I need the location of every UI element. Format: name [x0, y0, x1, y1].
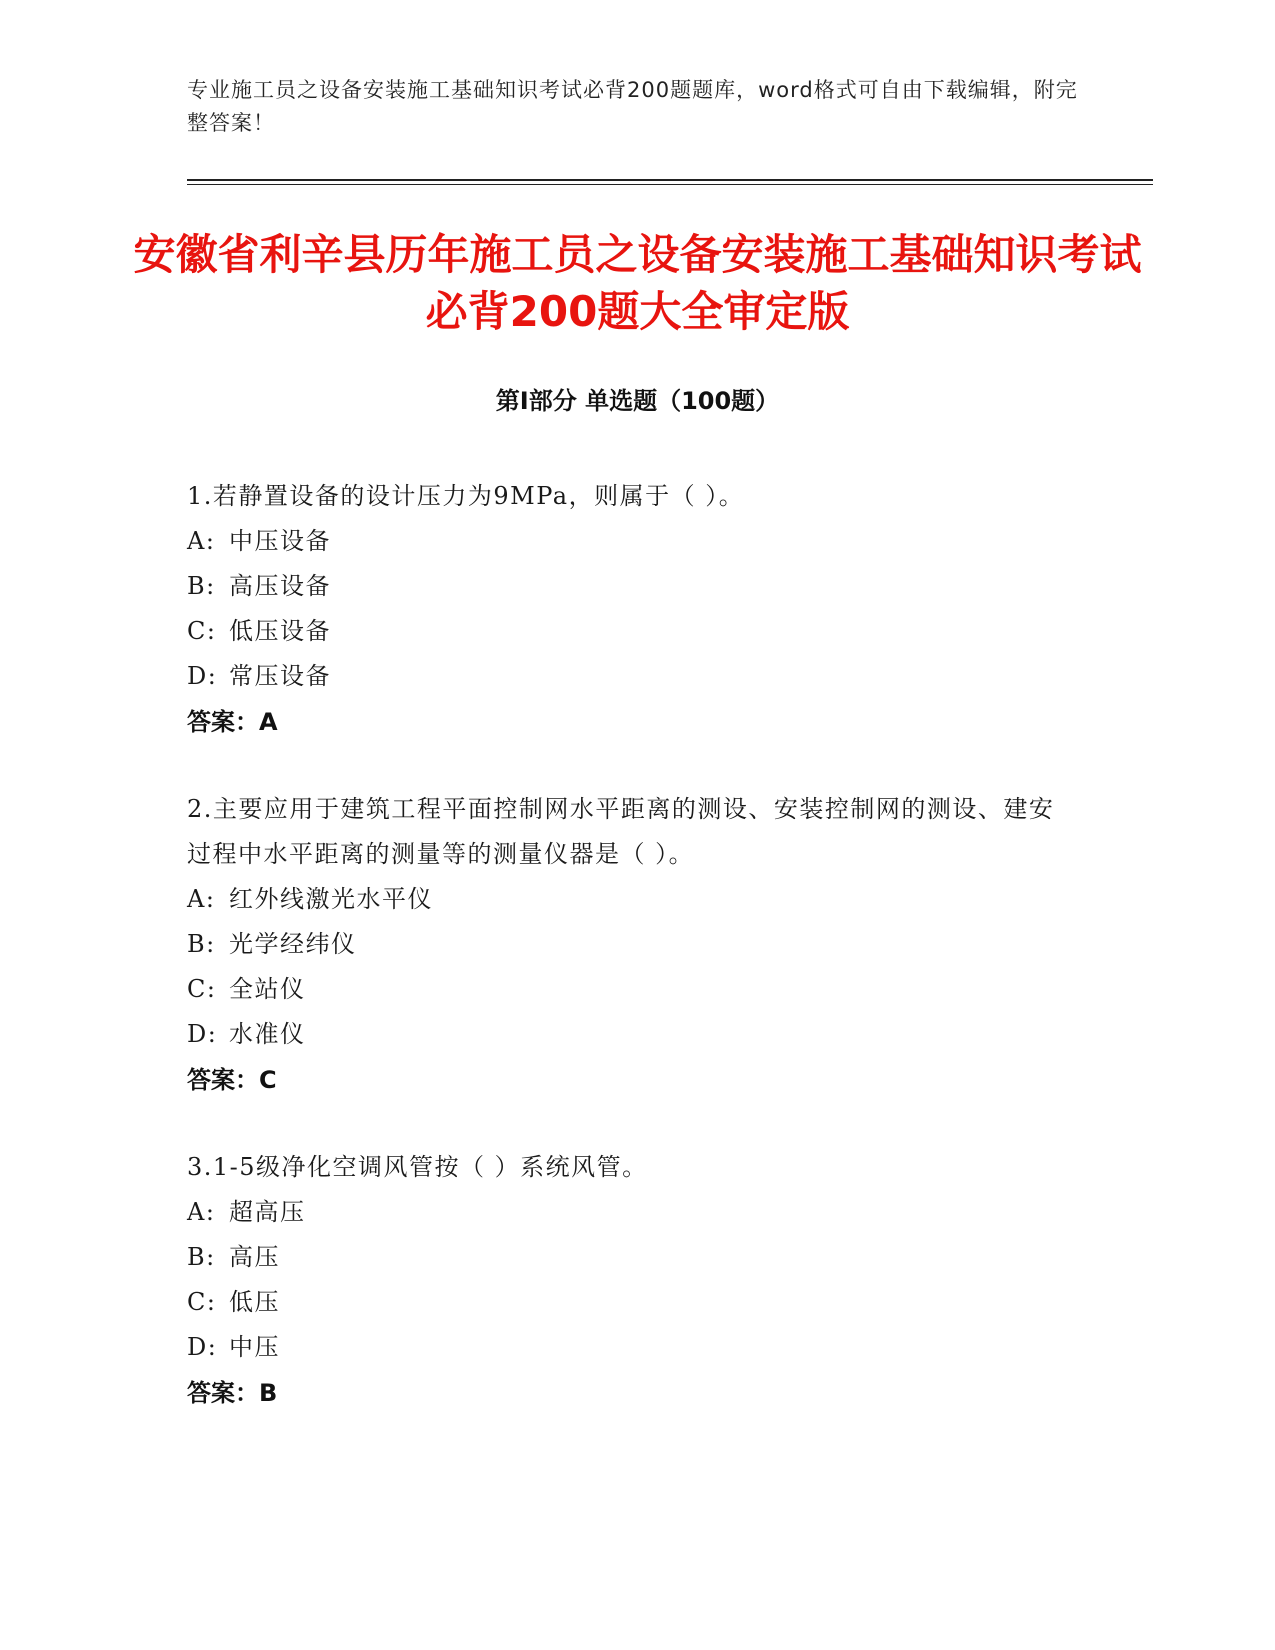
option-text: 红外线激光水平仪 — [229, 885, 433, 913]
answer-line: 答案：A — [187, 708, 278, 736]
option-d — [187, 1325, 1067, 1370]
question-stem: 3.1-5级净化空调风管按（ ）系统风管。 — [187, 1153, 648, 1181]
option-b — [187, 1235, 1067, 1280]
option-text: 低压设备 — [229, 617, 331, 645]
option-letter: C: — [187, 1288, 217, 1316]
option-letter: D: — [187, 1333, 218, 1361]
option-a — [187, 519, 1067, 564]
question-list — [187, 474, 1067, 1458]
section-title: 第Ⅰ部分 单选题（100题） — [495, 387, 780, 415]
question-stem: 1.若静置设备的设计压力为9MPa，则属于（ ）。 — [187, 482, 745, 510]
option-letter: C: — [187, 617, 217, 645]
option-letter: B: — [187, 1243, 216, 1271]
option-a — [187, 877, 1067, 922]
option-letter: D: — [187, 662, 218, 690]
option-c — [187, 609, 1067, 654]
option-letter: D: — [187, 1020, 218, 1048]
answer-line: 答案：C — [187, 1066, 277, 1094]
option-b — [187, 564, 1067, 609]
option-text: 全站仪 — [229, 975, 306, 1003]
option-text: 常压设备 — [229, 662, 331, 690]
option-text: 高压 — [229, 1243, 280, 1271]
option-text: 超高压 — [229, 1198, 306, 1226]
question-stem: 2.主要应用于建筑工程平面控制网水平距离的测设、安装控制网的测设、建安过程中水平距离的测量等的测量仪器是（ ）。 — [187, 795, 1055, 868]
option-letter: B: — [187, 930, 216, 958]
question-1 — [187, 474, 1067, 745]
header-note: 专业施工员之设备安装施工基础知识考试必背200题题库，word格式可自由下载编辑，附完整答案！ — [187, 78, 1078, 135]
option-d — [187, 654, 1067, 699]
option-letter: A: — [187, 527, 216, 555]
question-2 — [187, 787, 1067, 1103]
option-text: 中压设备 — [229, 527, 331, 555]
option-letter: B: — [187, 572, 216, 600]
header-rule-thin — [187, 184, 1153, 185]
option-letter: A: — [187, 885, 216, 913]
option-b — [187, 922, 1067, 967]
question-3 — [187, 1145, 1067, 1416]
option-c — [187, 1280, 1067, 1325]
option-text: 低压 — [229, 1288, 280, 1316]
option-letter: A: — [187, 1198, 216, 1226]
option-a — [187, 1190, 1067, 1235]
option-text: 光学经纬仪 — [229, 930, 357, 958]
answer-line: 答案：B — [187, 1379, 278, 1407]
option-c — [187, 967, 1067, 1012]
document-title: 安徽省利辛县历年施工员之设备安装施工基础知识考试必背200题大全审定版 — [133, 230, 1142, 336]
option-text: 中压 — [229, 1333, 280, 1361]
header-rule-thick — [187, 179, 1153, 181]
option-d — [187, 1012, 1067, 1057]
option-text: 水准仪 — [229, 1020, 306, 1048]
option-letter: C: — [187, 975, 217, 1003]
option-text: 高压设备 — [229, 572, 331, 600]
